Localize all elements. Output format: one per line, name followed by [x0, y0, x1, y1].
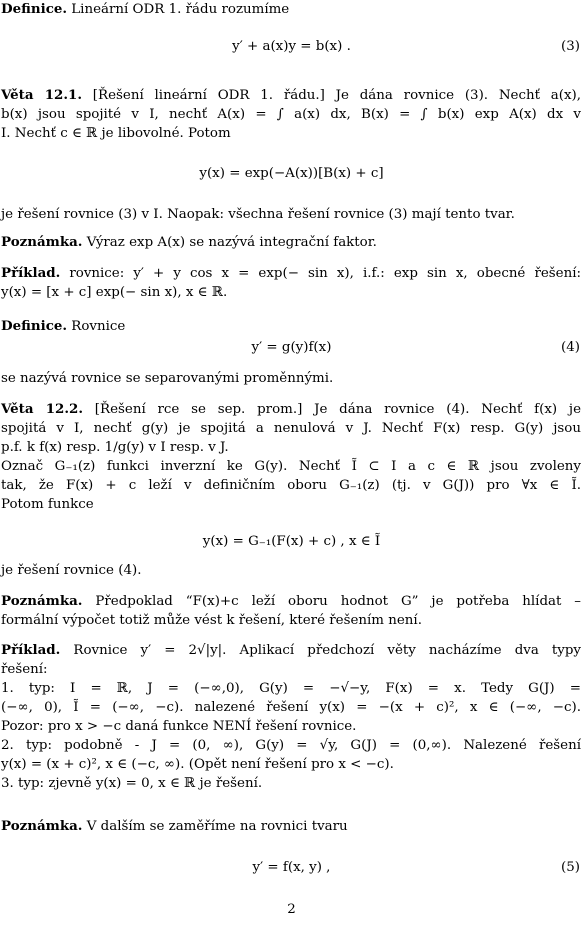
- text-run: (−∞, 0), Ĩ = (−∞, −c). nalezené řešení y(x) = −(x + c)², x ∈ (−∞, −c).: [1, 700, 581, 715]
- equation-solution-separable: [0, 532, 583, 554]
- text-line: [1, 736, 581, 755]
- theorem-12-2-conclusion: [1, 561, 581, 580]
- equation-3: [0, 37, 583, 59]
- equation-math: y(x) = G₋₁(F(x) + c) , x ∈ Ĩ: [202, 534, 381, 549]
- text-run: je řešení rovnice (3) v I. Naopak: všechna řešení rovnice (3) mají tento tvar.: [1, 207, 515, 222]
- page-number: 2: [287, 902, 296, 917]
- text-line: [1, 233, 581, 252]
- text-line: [1, 283, 581, 302]
- equation-math: y(x) = exp(−A(x))[B(x) + c]: [199, 166, 384, 181]
- theorem-12-1: [1, 86, 581, 143]
- text-line: [1, 592, 581, 611]
- text-run: b(x) jsou spojité v I, nechť A(x) = ∫ a(x) dx, B(x) = ∫ b(x) exp A(x) dx v: [1, 107, 581, 122]
- equation-math: y′ = g(y)f(x): [251, 340, 332, 355]
- heading-veta: Věta 12.1.: [1, 87, 83, 103]
- text-run: se nazývá rovnice se separovanými proměnnými.: [1, 371, 334, 386]
- text-line: [1, 0, 581, 19]
- text-line: [1, 205, 581, 224]
- text-line: [1, 698, 581, 717]
- equation-number: (3): [561, 39, 580, 54]
- text-line: [1, 105, 581, 124]
- text-line: [1, 611, 581, 630]
- text-run: rovnice: y′ + y cos x = exp(− sin x), i.f.: exp sin x, obecné řešení:: [60, 266, 581, 281]
- text-run: Rovnice: [67, 319, 126, 334]
- text-run: [Řešení rce se sep. prom.] Je dána rovnice (4). Nechť f(x) je: [83, 402, 581, 417]
- text-run: 3. typ: zjevně y(x) = 0, x ∈ ℝ je řešení.: [1, 776, 263, 791]
- text-run: I. Nechť c ∈ ℝ je libovolné. Potom: [1, 126, 231, 141]
- heading-veta: Věta 12.2.: [1, 401, 84, 417]
- text-run: Označ G₋₁(z) funkci inverzní ke G(y). Nechť Ĩ ⊂ I a c ∈ ℝ jsou zvoleny: [1, 459, 581, 474]
- text-line: [1, 495, 581, 514]
- text-run: Předpoklad “F(x)+c leží oboru hodnot G” je potřeba hlídat –: [82, 594, 581, 609]
- equation-number: (4): [561, 340, 580, 355]
- text-line: [1, 264, 581, 283]
- note-integrating-factor: [1, 233, 581, 252]
- text-run: V dalším se zaměříme na rovnici tvaru: [82, 819, 348, 834]
- text-line: [1, 755, 581, 774]
- theorem-12-2: [1, 400, 581, 514]
- text-line: [1, 774, 581, 793]
- text-run: [Řešení lineární ODR 1. řádu.] Je dána rovnice (3). Nechť a(x),: [82, 88, 581, 103]
- text-run: je řešení rovnice (4).: [1, 563, 142, 578]
- text-line: [1, 817, 581, 836]
- text-line: [1, 476, 581, 495]
- definition-linear-ode: [1, 0, 581, 19]
- text-line: [1, 660, 581, 679]
- text-line: [1, 438, 581, 457]
- text-run: Potom funkce: [1, 497, 94, 512]
- text-line: [1, 641, 581, 660]
- definition-separable-end: [1, 369, 581, 388]
- text-line: [1, 369, 581, 388]
- text-line: [1, 679, 581, 698]
- text-line: [1, 400, 581, 419]
- text-line: [1, 86, 581, 105]
- theorem-12-1-conclusion: [1, 205, 581, 224]
- text-run: tak, že F(x) + c leží v definičním oboru G₋₁(z) (tj. v G(J)) pro ∀x ∈ Ĩ.: [1, 478, 581, 493]
- text-line: [1, 457, 581, 476]
- text-run: Lineární ODR 1. řádu rozumíme: [67, 2, 290, 17]
- definition-separable: [1, 317, 581, 336]
- equation-math: y′ = f(x, y) ,: [252, 860, 331, 875]
- text-line: [1, 317, 581, 336]
- equation-5: [0, 858, 583, 880]
- heading-poznamka: Poznámka.: [1, 818, 83, 834]
- heading-poznamka: Poznámka.: [1, 593, 83, 609]
- text-run: formální výpočet totiž může vést k řešení, které řešením není.: [1, 613, 422, 628]
- text-run: spojitá v I, nechť g(y) je spojitá a nenulová v J. Nechť F(x) resp. G(y) jsou: [1, 421, 581, 436]
- note-range-condition: [1, 592, 581, 630]
- equation-number: (5): [561, 860, 580, 875]
- text-line: [1, 717, 581, 736]
- text-run: Pozor: pro x > −c daná funkce NENÍ řešení rovnice.: [1, 719, 357, 734]
- heading-definice: Definice.: [1, 318, 68, 334]
- heading-priklad: Příklad.: [1, 642, 61, 658]
- text-run: řešení:: [1, 662, 48, 677]
- text-run: y(x) = [x + c] exp(− sin x), x ∈ ℝ.: [1, 285, 228, 300]
- equation-solution-linear: [0, 164, 583, 186]
- text-run: 2. typ: podobně - J = (0, ∞), G(y) = √y, G(J) = (0,∞). Nalezené řešení: [1, 738, 581, 753]
- heading-poznamka: Poznámka.: [1, 234, 83, 250]
- heading-definice: Definice.: [1, 1, 68, 17]
- note-next-topic: [1, 817, 581, 836]
- text-line: [1, 419, 581, 438]
- text-line: [1, 561, 581, 580]
- text-run: y(x) = (x + c)², x ∈ (−c, ∞). (Opět není řešení pro x < −c).: [1, 757, 394, 772]
- text-run: Výraz exp A(x) se nazývá integrační faktor.: [82, 235, 377, 250]
- text-run: p.f. k f(x) resp. 1/g(y) v I resp. v J.: [1, 440, 229, 455]
- text-run: 1. typ: I = ℝ, J = (−∞,0), G(y) = −√−y, F(x) = x. Tedy G(J) =: [1, 681, 581, 696]
- text-run: Rovnice y′ = 2√|y|. Aplikací předchozí věty nacházíme dva typy: [60, 643, 581, 658]
- text-line: [1, 124, 581, 143]
- example-linear: [1, 264, 581, 302]
- equation-math: y′ + a(x)y = b(x) .: [232, 39, 351, 54]
- heading-priklad: Příklad.: [1, 265, 61, 281]
- equation-4: [0, 338, 583, 360]
- example-separable: [1, 641, 581, 793]
